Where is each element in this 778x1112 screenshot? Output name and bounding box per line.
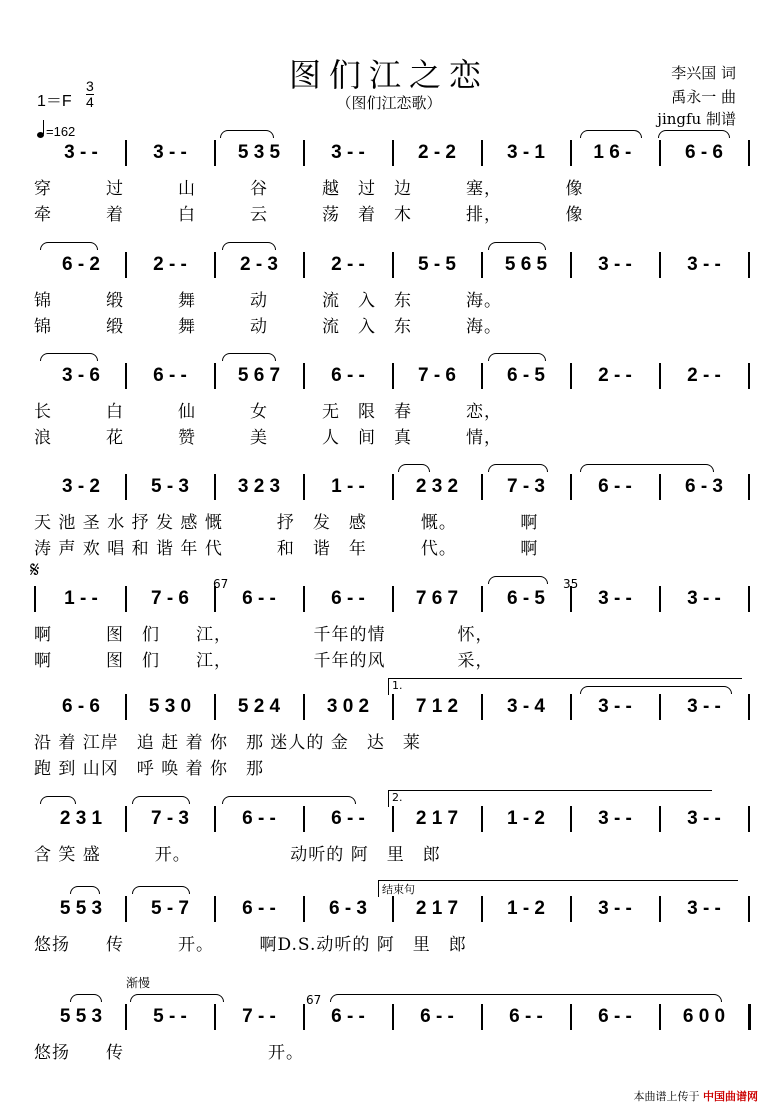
lyric-line: 穿 过 山 谷 越 过 边 塞， 像: [34, 179, 584, 199]
barline: [748, 586, 750, 612]
slur: [222, 353, 276, 361]
barline: [748, 896, 750, 922]
barline: [748, 140, 750, 166]
measure: 7 - 6: [417, 365, 457, 386]
ending-bracket: [378, 880, 738, 897]
lyric-line: 跑 到 山冈 呼 唤 着 你 那: [34, 759, 265, 779]
grace-note-2: 35: [563, 577, 579, 591]
meter-bottom: 4: [86, 94, 94, 110]
measure: 6 - 5: [506, 588, 546, 609]
slur: [488, 242, 546, 250]
slur: [580, 686, 732, 694]
measure: 6 - -: [420, 1006, 454, 1027]
lyric-line: 啊 图 们 江， 千年的风 采，: [34, 651, 494, 671]
measure: 7 - 3: [506, 476, 546, 497]
measure: 6 0 0: [682, 1006, 726, 1027]
measure: 1 - -: [331, 476, 365, 497]
measure: 7 - -: [242, 1006, 276, 1027]
lyric-line: 天 池 圣 水 抒 发 感 慨 抒 发 感 慨。 啊: [34, 513, 539, 533]
measure: 6 - -: [331, 365, 365, 386]
slur: [488, 464, 548, 472]
score-row: [30, 136, 748, 170]
slur: [222, 242, 276, 250]
measure: 3 - -: [598, 254, 632, 275]
measure: 6 - 5: [506, 365, 546, 386]
measure: 3 - -: [687, 696, 721, 717]
lyric-line: 牵 着 白 云 荡 着 木 排， 像: [34, 205, 584, 225]
measure: 7 6 7: [415, 588, 459, 609]
measure: 2 - -: [598, 365, 632, 386]
score-row: [30, 582, 748, 616]
lyric-line: 浪 花 赞 美 人 间 真 情，: [34, 428, 502, 448]
score-row: [30, 470, 748, 504]
measure: 2 3 1: [59, 808, 103, 829]
measure: 3 - 6: [61, 365, 101, 386]
lyric-line: 涛 声 欢 唱 和 谐 年 代 和 谐 年 代。 啊: [34, 539, 539, 559]
slur: [70, 994, 102, 1002]
measure: 6 - -: [331, 588, 365, 609]
measure: 3 - -: [331, 142, 365, 163]
measure: 3 - 4: [506, 696, 546, 717]
segno-icon: 𝄋: [30, 558, 40, 583]
slur: [40, 242, 98, 250]
measure: 6 - -: [242, 588, 276, 609]
lyric-line: 长 白 仙 女 无 限 春 恋，: [34, 402, 502, 422]
measure: 6 - -: [331, 1006, 365, 1027]
measure: 5 5 3: [59, 898, 103, 919]
measure: 5 - -: [153, 1006, 187, 1027]
score-row: [30, 802, 748, 836]
measure: 3 - -: [687, 254, 721, 275]
slur: [220, 130, 274, 138]
measure: 6 - -: [331, 808, 365, 829]
slur: [132, 796, 190, 804]
footer-site: 中国曲谱网: [703, 1090, 758, 1103]
lyric-line: 啊 图 们 江， 千年的情 怀，: [34, 625, 494, 645]
measure: 3 - -: [598, 696, 632, 717]
measure: 2 - 2: [417, 142, 457, 163]
tempo-value: =162: [46, 124, 76, 139]
measure: 3 - -: [598, 588, 632, 609]
measure: 6 - -: [598, 1006, 632, 1027]
ending-label: 结束句: [382, 883, 415, 896]
grace-note-1: 67: [213, 577, 229, 591]
barline: [748, 252, 750, 278]
measure: 6 - -: [153, 365, 187, 386]
measure: 6 - 6: [61, 696, 101, 717]
barline: [748, 474, 750, 500]
measure: 3 - -: [64, 142, 98, 163]
measure: 6 - 3: [328, 898, 368, 919]
lyric-line: 含 笑 盛 开。 动听的 阿 里 郎: [34, 845, 441, 865]
score-row: [30, 1000, 748, 1034]
composer: 禹永一 曲: [671, 88, 736, 106]
measure: 3 2 3: [237, 476, 281, 497]
arranger: jingfu 制谱: [657, 110, 736, 128]
barline: [748, 694, 750, 720]
slur: [580, 130, 642, 138]
score-row: [30, 892, 748, 926]
barline: [748, 1004, 751, 1030]
score-row: [30, 359, 748, 393]
measure: 5 5 3: [59, 1006, 103, 1027]
slur: [398, 464, 430, 472]
slur: [330, 994, 722, 1002]
lyric-line: 锦 缎 舞 动 流 入 东 海。: [34, 317, 502, 337]
measure: 3 - 1: [506, 142, 546, 163]
measure: 5 6 5: [504, 254, 548, 275]
measure: 2 - 3: [239, 254, 279, 275]
slur: [40, 353, 98, 361]
ritardando-mark: 渐慢: [126, 976, 151, 990]
lyric-line: 锦 缎 舞 动 流 入 东 海。: [34, 291, 502, 311]
measure: 1 - 2: [506, 808, 546, 829]
page-subtitle: （图们江恋歌）: [336, 94, 442, 112]
slur: [222, 796, 356, 804]
footer: [634, 1088, 759, 1104]
slur: [130, 994, 224, 1002]
measure: 6 - 3: [684, 476, 724, 497]
measure: 6 - -: [242, 898, 276, 919]
measure: 3 - -: [153, 142, 187, 163]
measure: 3 - -: [687, 898, 721, 919]
barline: [748, 363, 750, 389]
measure: 6 - -: [242, 808, 276, 829]
meter-top: 3: [86, 78, 94, 94]
measure: 3 - -: [598, 808, 632, 829]
measure: 3 - -: [598, 898, 632, 919]
lyric-line: 沿 着 江岸 追 赶 着 你 那 迷人的 金 达 莱: [34, 733, 421, 753]
slur: [488, 353, 546, 361]
measure: 1 6 -: [593, 142, 637, 163]
volta-2-label: 2.: [392, 791, 403, 804]
score-row: [30, 248, 748, 282]
page-title: 图们江之恋: [288, 56, 489, 94]
measure: 2 1 7: [415, 898, 459, 919]
slur: [132, 886, 190, 894]
lyricist: 李兴国 词: [671, 64, 736, 82]
measure: 2 - -: [687, 365, 721, 386]
slur: [580, 464, 714, 472]
measure: 2 - -: [153, 254, 187, 275]
measure: 6 - -: [509, 1006, 543, 1027]
measure: 3 0 2: [326, 696, 370, 717]
measure: 5 - 5: [417, 254, 457, 275]
key-signature: 1＝F: [37, 93, 72, 110]
slur: [40, 796, 76, 804]
measure: 3 - -: [687, 588, 721, 609]
measure: 6 - 2: [61, 254, 101, 275]
measure: 3 - -: [687, 808, 721, 829]
footer-text: 本曲谱上传于: [633, 1090, 700, 1103]
time-signature: [86, 79, 94, 110]
measure: 2 1 7: [415, 808, 459, 829]
measure: 7 - 3: [150, 808, 190, 829]
measure: 5 6 7: [237, 365, 281, 386]
measure: 3 - 2: [61, 476, 101, 497]
slur: [658, 130, 730, 138]
volta-2: [388, 790, 712, 807]
measure: 2 3 2: [415, 476, 459, 497]
measure: 5 3 0: [148, 696, 192, 717]
measure: 1 - 2: [506, 898, 546, 919]
measure: 7 1 2: [415, 696, 459, 717]
measure: 2 - -: [331, 254, 365, 275]
lyric-line: 悠扬 传 开。: [34, 1043, 304, 1063]
slur: [70, 886, 100, 894]
measure: 5 3 5: [237, 142, 281, 163]
barline: [34, 586, 36, 612]
volta-1-label: 1.: [392, 679, 403, 692]
score-row: [30, 690, 748, 724]
measure: 6 - -: [598, 476, 632, 497]
slur: [488, 576, 548, 584]
measure: 5 - 7: [150, 898, 190, 919]
measure: 5 2 4: [237, 696, 281, 717]
measure: 7 - 6: [150, 588, 190, 609]
note-stem: [43, 120, 44, 134]
grace-note-3: 67: [306, 993, 322, 1007]
measure: 6 - 6: [684, 142, 724, 163]
barline: [748, 806, 750, 832]
measure: 5 - 3: [150, 476, 190, 497]
lyric-line: 悠扬 传 开。 啊D.S.动听的 阿 里 郎: [34, 935, 467, 955]
measure: 1 - -: [64, 588, 98, 609]
